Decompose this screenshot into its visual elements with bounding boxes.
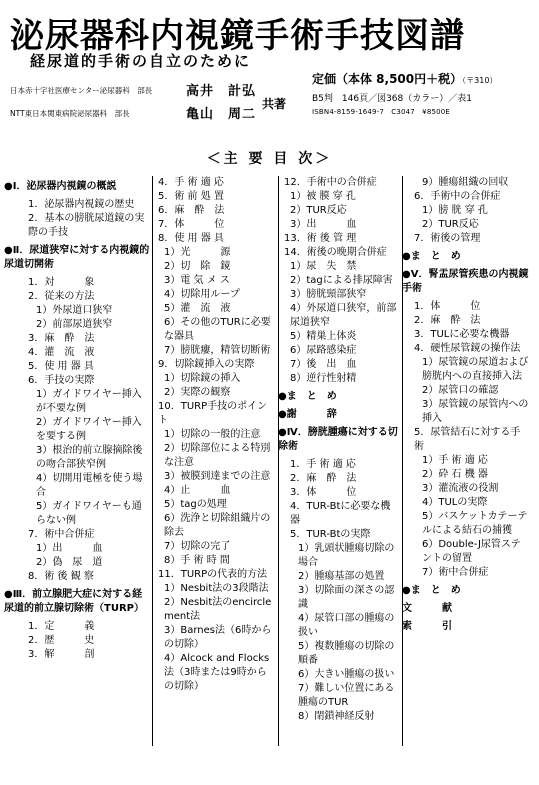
- toc-item: 7）術中合併症: [422, 567, 489, 578]
- toc-item: 7．術中合併症: [28, 529, 95, 540]
- toc-item: 2．麻 酔 法: [414, 315, 481, 326]
- tax-code: （〒310）: [462, 76, 498, 85]
- toc-item: 5）複数腫瘍の切除の順番: [298, 641, 395, 666]
- toc-item: 1．定 義: [28, 621, 95, 632]
- toc-item: 1）Nesbit法の3段階法: [164, 583, 269, 594]
- toc-section: ●Ⅱ．尿道狭窄に対する内視鏡的尿道切開術: [4, 245, 150, 270]
- toc-item: 3．TULに必要な機器: [414, 329, 510, 340]
- toc-item: 3）電 気 メ ス: [164, 275, 230, 286]
- toc-item: 14．術後の晩期合併症: [284, 247, 387, 258]
- book-title: 泌尿器科内視鏡手術手技図譜: [10, 16, 465, 56]
- toc-item: 8．術 後 観 察: [28, 571, 94, 582]
- toc-section: ●Ⅴ．腎盂尿管疾患の内視鏡手術: [402, 269, 529, 294]
- toc-item: 2）前部尿道狭窄: [36, 319, 113, 330]
- column-divider: [278, 176, 279, 746]
- toc-item: 5）tagの処理: [164, 499, 227, 510]
- toc-item: 2）腫瘍基部の処置: [298, 571, 385, 582]
- publication-info: [312, 70, 534, 117]
- toc-item: 6．麻 酔 法: [158, 205, 225, 216]
- toc-section: ●ま と め: [278, 391, 337, 402]
- toc-item: 8）閉鎖神経反射: [298, 711, 375, 722]
- toc-item: 5）精巣上体炎: [290, 331, 357, 342]
- toc-item: 4）止 血: [164, 485, 231, 496]
- toc-item: 3）切除面の深さの認識: [298, 585, 395, 610]
- toc-section: 索 引: [402, 621, 452, 632]
- toc-item: 4）TULの実際: [422, 497, 488, 508]
- toc-item: 3）灌流液の役割: [422, 483, 499, 494]
- toc-item: 1）外尿道口狭窄: [36, 305, 113, 316]
- toc-item: 7）後 出 血: [290, 359, 357, 370]
- toc-item: 4）切開用電極を使う場合: [36, 473, 143, 498]
- toc-item: 2．歴 史: [28, 635, 95, 646]
- toc-item: 4）尿管口部の腫瘍の扱い: [298, 613, 395, 638]
- toc-item: 1）ガイドワイヤー挿入が不要な例: [36, 389, 142, 414]
- toc-item: 4．硬性尿管鏡の操作法: [414, 343, 521, 354]
- author-affiliation-2: NTT東日本関東病院泌尿器科 部長: [10, 109, 130, 118]
- toc-item: 2）ガイドワイヤー挿入を要する例: [36, 417, 142, 442]
- toc-item: 2．麻 酔 法: [290, 473, 357, 484]
- toc-item: 5）灌 流 液: [164, 303, 231, 314]
- toc-item: 2）実際の観察: [164, 387, 231, 398]
- book-spec: B5判 146頁／図368（カラー）／表1: [312, 94, 472, 104]
- toc-item: 3．解 剖: [28, 649, 95, 660]
- toc-item: 4）Alcock and Flocks法（3時または9時からの切除）: [164, 653, 270, 692]
- toc-item: 13．術 後 管 理: [284, 233, 357, 244]
- toc-item: 2）TUR反応: [422, 219, 479, 230]
- toc-item: 6）大きい腫瘍の扱い: [298, 669, 395, 680]
- toc-column-4: [402, 176, 530, 638]
- toc-item: 11．TURPの代表的方法: [158, 569, 268, 580]
- toc-item: 1）出 血: [36, 543, 103, 554]
- toc-item: 1．手 術 適 応: [290, 459, 356, 470]
- toc-item: 5．TUR-Btの実際: [290, 529, 371, 540]
- toc-item: 12．手術中の合併症: [284, 177, 377, 188]
- toc-item: 1．体 位: [414, 301, 481, 312]
- toc-item: 3）出 血: [290, 219, 357, 230]
- toc-item: 2）切除部位による特別な注意: [164, 443, 271, 468]
- toc-item: 1）切除の一般的注意: [164, 429, 261, 440]
- toc-section: ●Ⅳ．膀胱腫瘍に対する切除術: [278, 427, 398, 452]
- toc-item: 3）根治的前立腺摘除後の吻合部狭窄例: [36, 445, 143, 470]
- toc-item: 4．TUR-Btに必要な機器: [290, 501, 391, 526]
- toc-item: 2）Nesbit法のencirclement法: [164, 597, 272, 622]
- toc-item: 5．術 前 処 置: [158, 191, 224, 202]
- toc-item: 6．手技の実際: [28, 375, 95, 386]
- toc-item: 8）手 術 時 間: [164, 555, 230, 566]
- toc-item: 6）洗浄と切除組織片の除去: [164, 513, 271, 538]
- toc-item: 6．手術中の合併症: [414, 191, 501, 202]
- toc-section: ●ま と め: [402, 585, 461, 596]
- toc-item: 3）尿管鏡の尿管内への挿入: [422, 399, 529, 424]
- toc-item: 7）膀胱瘻，精管切断術: [164, 345, 271, 356]
- toc-item: 1）手 術 適 応: [422, 455, 488, 466]
- toc-section: ●ま と め: [402, 251, 461, 262]
- toc-item: 7）切除の完了: [164, 541, 231, 552]
- toc-section: ●謝 辞: [278, 409, 337, 420]
- toc-item: 5．使 用 器 具: [28, 361, 94, 372]
- toc-item: 1）尿管鏡の尿道および膀胱内への直接挿入法: [422, 357, 529, 382]
- author-affiliation-1: 日本赤十字社医療センター泌尿器科 部長: [10, 86, 153, 95]
- toc-item: 2）切 除 鏡: [164, 261, 231, 272]
- toc-heading: ＜主 要 目 次＞: [206, 151, 333, 167]
- toc-item: 6）その他のTURに必要な器具: [164, 317, 271, 342]
- toc-item: 6）尿路感染症: [290, 345, 357, 356]
- toc-section: ●Ⅲ．前立腺肥大症に対する経尿道的前立腺切除術（TURP）: [4, 589, 144, 614]
- toc-item: 1）膀 胱 穿 孔: [422, 205, 488, 216]
- toc-item: 2．基本の膀胱尿道鏡の実際の手技: [28, 213, 145, 238]
- price: 定価（本体 8,500円＋税）: [312, 72, 463, 86]
- toc-item: 3．体 位: [290, 487, 357, 498]
- toc-item: 1）乳頭状腫瘍切除の場合: [298, 543, 395, 568]
- toc-column-3: [278, 176, 399, 724]
- toc-item: 5）ガイドワイヤーも通らない例: [36, 501, 142, 526]
- book-subtitle: 経尿道的手術の自立のために: [30, 52, 252, 70]
- authors-role: 共著: [262, 97, 287, 111]
- toc-item: 1）切除鏡の挿入: [164, 373, 241, 384]
- price-line: [312, 70, 534, 87]
- toc-column-1: [4, 176, 150, 662]
- toc-item: 7）難しい位置にある腫瘍のTUR: [298, 683, 395, 708]
- toc-item: 1．泌尿器内視鏡の歴史: [28, 199, 135, 210]
- toc-item: 10．TURP手技のポイント: [158, 401, 268, 426]
- toc-item: 9）腫瘍組織の回収: [422, 177, 509, 188]
- toc-item: 5．尿管結石に対する手術: [414, 427, 521, 452]
- toc-item: 1）被 膜 穿 孔: [290, 191, 356, 202]
- toc-item: 2）砕 石 機 器: [422, 469, 488, 480]
- toc-item: 3）Barnes法（6時からの切除）: [164, 625, 272, 650]
- toc-item: 9．切除鏡挿入の実際: [158, 359, 255, 370]
- toc-item: 2）tagによる排尿障害: [290, 275, 393, 286]
- toc-item: 4）外尿道口狭窄，前部尿道狭窄: [290, 303, 397, 328]
- toc-item: 2．従来の方法: [28, 291, 95, 302]
- toc-item: 7．体 位: [158, 219, 225, 230]
- toc-item: 3）膀胱頸部狭窄: [290, 289, 367, 300]
- toc-column-2: [158, 176, 272, 694]
- author-name-1: 高井 計弘: [186, 84, 257, 99]
- toc-item: 8．使 用 器 具: [158, 233, 224, 244]
- toc-item: 4）切除用ループ: [164, 289, 240, 300]
- toc-item: 6）Double-J尿管ステントの留置: [422, 539, 521, 564]
- toc-section: ●Ⅰ．泌尿器内視鏡の概説: [4, 181, 117, 192]
- isbn: ISBN4-8159-1649-7 C3047 ¥8500E: [312, 108, 451, 116]
- toc-section: 文 献: [402, 603, 452, 614]
- toc-item: 5）バスケットカテーテルによる結石の捕獲: [422, 511, 528, 536]
- toc-item: 1．対 象: [28, 277, 95, 288]
- toc-item: 7．術後の管理: [414, 233, 481, 244]
- toc-item: 2）偽 尿 道: [36, 557, 103, 568]
- toc-item: 3）被膜到達までの注意: [164, 471, 271, 482]
- toc-item: 2）TUR反応: [290, 205, 347, 216]
- column-divider: [152, 176, 153, 746]
- toc-item: 2）尿管口の確認: [422, 385, 499, 396]
- toc-item: 8）逆行性射精: [290, 373, 357, 384]
- toc-item: 4．灌 流 液: [28, 347, 95, 358]
- author-name-2: 亀山 周二: [186, 107, 257, 122]
- column-divider: [402, 176, 403, 746]
- toc-item: 4．手 術 適 応: [158, 177, 224, 188]
- toc-item: 1）光 源: [164, 247, 231, 258]
- toc-item: 1）尿 失 禁: [290, 261, 357, 272]
- toc-item: 3．麻 酔 法: [28, 333, 95, 344]
